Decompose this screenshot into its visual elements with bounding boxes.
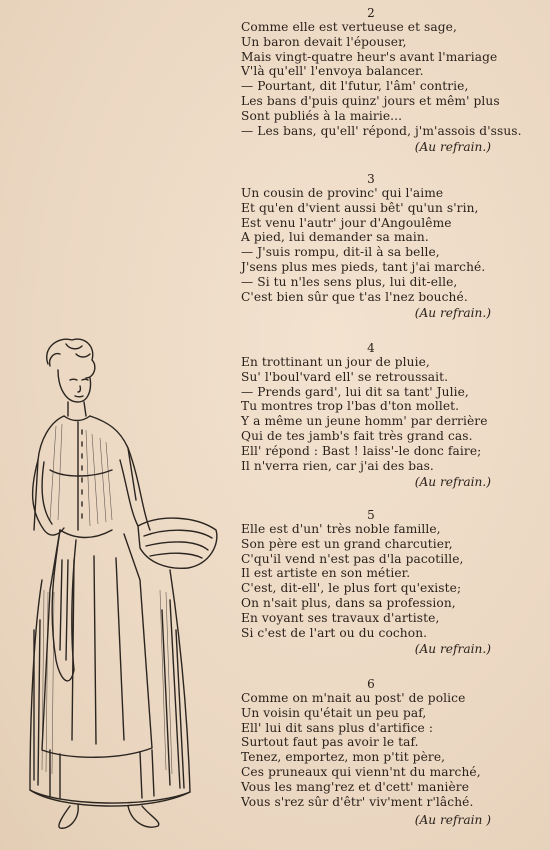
verse-line: Et qu'en d'vient aussi bêt' qu'un s'rin, (241, 200, 479, 215)
verse-line: — J'suis rompu, dit-il à sa belle, (241, 245, 440, 260)
refrain-note: (Au refrain.) (414, 140, 491, 155)
verse-line: Comme on m'nait au post' de police (241, 691, 466, 705)
verse-line: Sont publiés à la mairie... (241, 108, 403, 123)
verse-line: — Si tu n'les sens plus, lui dit-elle, (241, 274, 458, 289)
verse-line: Mais vingt-quatre heur's avant l'mariage (241, 49, 498, 64)
verse-line: Si c'est de l'art ou du cochon. (241, 625, 428, 640)
verse-line: Elle est d'un' très noble famille, (241, 522, 441, 536)
verse-line: Un voisin qu'était un peu paf, (241, 705, 427, 720)
stanza-number: 6 (367, 677, 375, 691)
verse-line: A pied, lui demander sa main. (241, 230, 429, 245)
verse-line: — Prends gard', lui dit sa tant' Julie, (241, 384, 469, 399)
verse-line: Vous s'rez sûr d'êtr' viv'ment r'lâché. (241, 794, 474, 809)
stanza-number: 2 (367, 6, 375, 20)
verse-line: C'est bien sûr que t'as l'nez bouché. (241, 289, 468, 304)
verse-line: Un cousin de provinc' qui l'aime (241, 186, 444, 200)
verse-line: Tenez, emportez, mon p'tit père, (241, 750, 446, 765)
verse-line: Est venu l'autr' jour d'Angoulême (241, 215, 452, 230)
verse-line: Ces pruneaux qui vienn'nt du marché, (241, 764, 481, 779)
verse-line: Surtout faut pas avoir le taf. (241, 735, 419, 750)
refrain-note: (Au refrain.) (414, 475, 491, 490)
stanza-3 (241, 172, 531, 321)
verse-line: C'est, dit-ell', le plus fort qu'existe; (241, 581, 462, 596)
stanza-2 (241, 6, 531, 155)
verse-line: Son père est un grand charcutier, (241, 536, 453, 551)
refrain-note: (Au refrain.) (414, 642, 491, 657)
verse-line: Tu montres trop l'bas d'ton mollet. (241, 399, 460, 414)
verse-line: J'sens plus mes pieds, tant j'ai marché. (241, 259, 486, 274)
verse-line: Qui de tes jamb's fait très grand cas. (241, 428, 473, 443)
refrain-note: (Au refrain ) (414, 813, 491, 828)
refrain-note: (Au refrain.) (414, 306, 491, 321)
verse-line: Il est artiste en son métier. (241, 566, 411, 581)
verse-line: En trottinant un jour de pluie, (241, 355, 430, 369)
verse-line: Les bans d'puis quinz' jours et mêm' plus (241, 93, 500, 108)
verse-line: Ell' répond : Bast ! laiss'-le donc faire; (241, 443, 482, 458)
verse-line: Ell' lui dit sans plus d'artifice : (241, 720, 434, 735)
woman-with-basket-illustration-icon (20, 330, 230, 840)
stanza-5 (241, 508, 531, 657)
verse-line: — Pourtant, dit l'futur, l'âm' contrie, (241, 79, 469, 94)
verse-line: C'qu'il vend n'est pas d'la pacotille, (241, 551, 464, 566)
verse-line: V'là qu'ell' l'envoya balancer. (241, 64, 424, 79)
verse-line: Y a même un jeune homm' par derrière (241, 414, 488, 429)
stanza-number: 3 (367, 172, 375, 186)
verse-line: En voyant ses travaux d'artiste, (241, 610, 440, 625)
verse-line: Il n'verra rien, car j'ai des bas. (241, 458, 434, 473)
verse-line: Vous les mang'rez et d'cett' manière (241, 779, 470, 794)
stanza-number: 4 (367, 341, 375, 355)
stanza-4 (241, 341, 531, 490)
verse-line: Un baron devait l'épouser, (241, 34, 407, 49)
verse-line: — Les bans, qu'ell' répond, j'm'assois d'ssus. (241, 123, 522, 138)
stanza-number: 5 (367, 508, 375, 522)
verse-line: On n'sait plus, dans sa profession, (241, 595, 456, 610)
verse-line: Comme elle est vertueuse et sage, (241, 20, 457, 34)
stanza-6 (241, 677, 531, 828)
verse-line: Su' l'boul'vard ell' se retroussait. (241, 369, 449, 384)
